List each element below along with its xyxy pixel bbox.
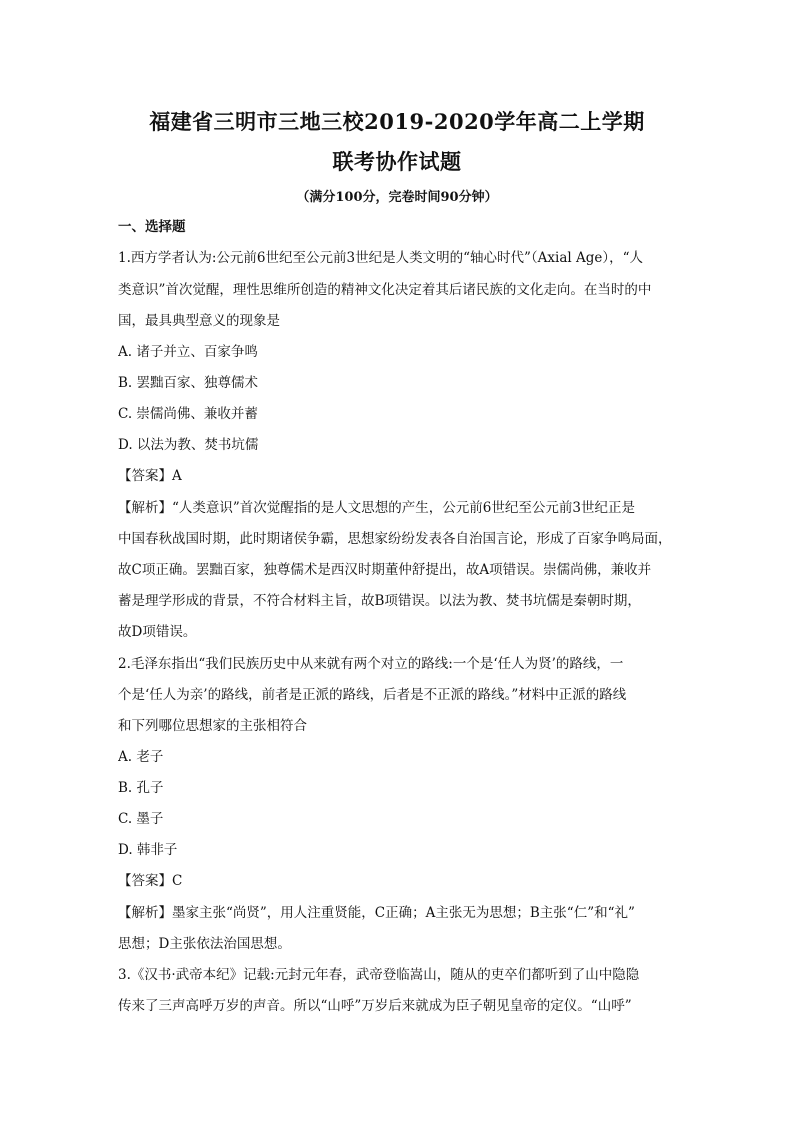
section-heading: 一、选择题 [118,219,186,235]
q1-option-b: B. 罢黜百家、独尊儒术 [118,375,259,391]
q1-option-d: D. 以法为教、焚书坑儒 [118,437,259,453]
exam-info: （满分100分，完卷时间90分钟） [296,190,498,205]
document-title-line1: 福建省三明市三地三校2019-2020学年高二上学期 [149,109,645,134]
document-title-line2: 联考协作试题 [332,149,462,174]
q2-answer: 【答案】C [118,873,183,889]
q2-option-d: D. 韩非子 [118,842,178,858]
q2-analysis-line: 【解析】墨家主张“尚贤”，用人注重贤能，C正确；A主张无为思想；B主张“仁”和“礼” [118,905,635,921]
q1-option-a: A. 诸子并立、百家争鸣 [118,344,258,360]
q2-option-c: C. 墨子 [118,811,164,827]
q1-analysis-line: 蓄是理学形成的背景，不符合材料主旨，故B项错误。以法为教、焚书坑儒是秦朝时期， [118,593,641,609]
q1-analysis-line: 中国春秋战国时期，此时期诸侯争霸，思想家纷纷发表各自治国言论，形成了百家争鸣局面， [118,531,672,547]
q3-stem-line: 3.《汉书·武帝本纪》记载:元封元年春，武帝登临嵩山，随从的吏卒们都听到了山中隐隐 [118,967,640,983]
q1-answer: 【答案】A [118,468,182,484]
q1-analysis-line: 【解析】“人类意识”首次觉醒指的是人文思想的产生，公元前6世纪至公元前3世纪正是 [118,500,635,516]
q2-option-a: A. 老子 [118,749,164,765]
q1-stem-line: 1.西方学者认为:公元前6世纪至公元前3世纪是人类文明的“轴心时代”（Axial Age），“人 [118,250,644,266]
q2-stem-line: 个是‘任人为亲’的路线，前者是正派的路线，后者是不正派的路线。”材料中正派的路线 [118,687,627,703]
q2-option-b: B. 孔子 [118,780,164,796]
q1-stem-line: 类意识”首次觉醒，理性思维所创造的精神文化决定着其后诸民族的文化走向。在当时的中 [118,282,652,298]
q1-analysis-line: 故C项正确。罢黜百家，独尊儒术是西汉时期董仲舒提出，故A项错误。崇儒尚佛，兼收并 [118,562,652,578]
q2-stem-line: 和下列哪位思想家的主张相符合 [118,718,307,734]
q3-stem-line: 传来了三声高呼万岁的声音。所以“山呼”万岁后来就成为臣子朝见皇帝的定仪。“山呼” [118,998,632,1014]
q2-stem-line: 2.毛泽东指出“我们民族历史中从来就有两个对立的路线:一个是‘任人为贤’的路线，一 [118,656,624,672]
q1-analysis-line: 故D项错误。 [118,624,197,640]
q1-stem-line: 国，最具典型意义的现象是 [118,313,280,329]
q2-analysis-line: 思想；D主张依法治国思想。 [118,936,291,952]
q1-option-c: C. 崇儒尚佛、兼收并蓄 [118,406,258,422]
